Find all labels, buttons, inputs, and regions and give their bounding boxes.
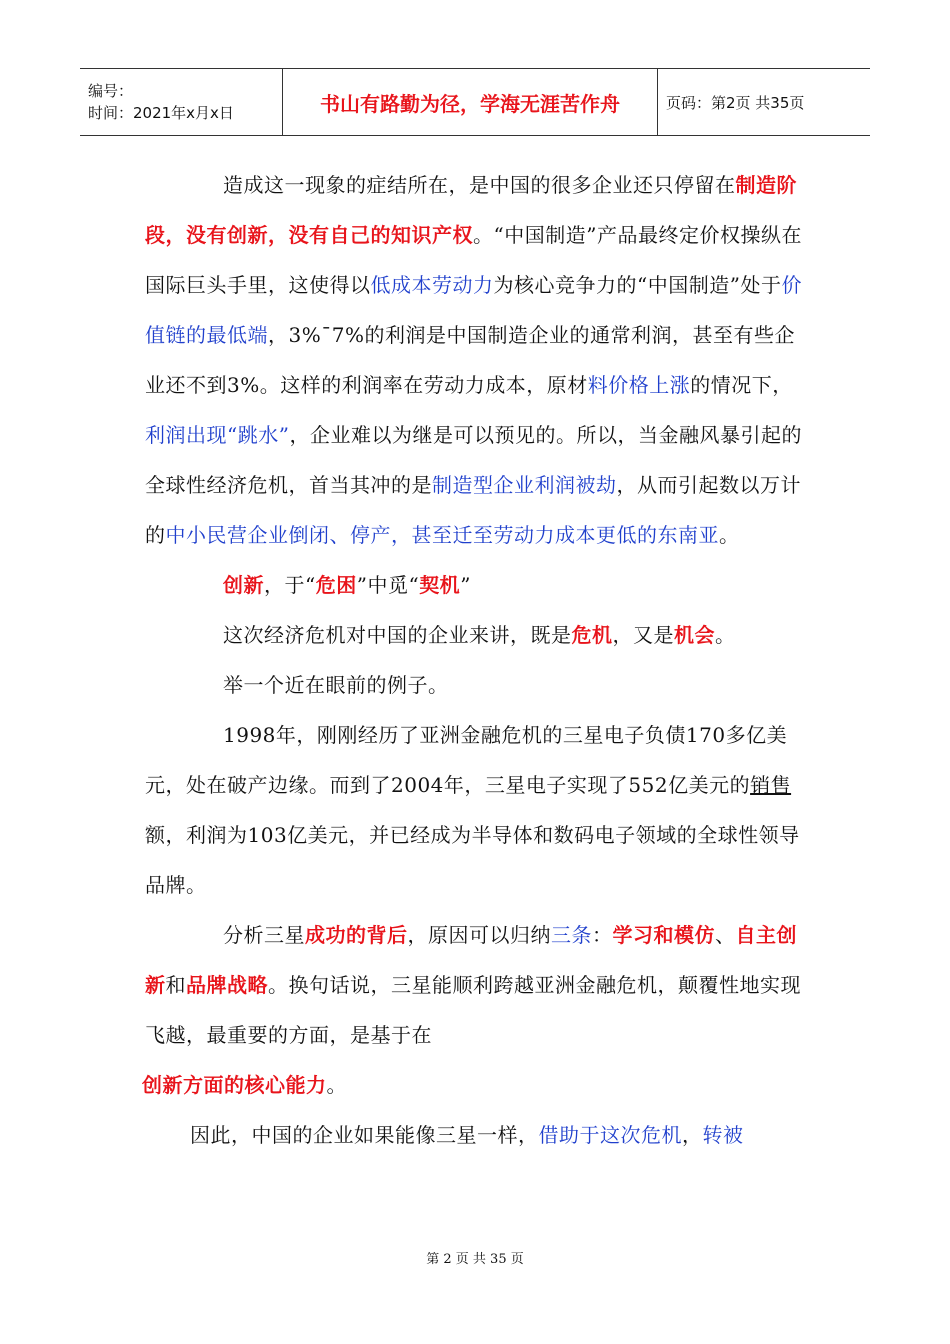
- paragraph: [145, 710, 813, 910]
- highlight-blue-text: 中小民营企业倒闭、停产，甚至迁至劳动力成本更低的东南亚: [165, 523, 719, 547]
- highlight-blue-text: 制造型企业利润被劫: [432, 473, 617, 497]
- text-segment: ，3%¯7%的利润是中国制造企业的通常利润，甚至有些企业还不到3%。这样的利润率在劳动力成本，原材: [145, 323, 795, 397]
- highlight-red-text: 契机: [419, 573, 461, 597]
- text-segment: 的情况下，: [690, 373, 793, 397]
- text-segment: 举一个近在眼前的例子。: [223, 673, 449, 697]
- highlight-red-text: 学习和模仿: [612, 923, 715, 947]
- text-segment: ”中觅“: [356, 573, 420, 597]
- highlight-red-text: 成功的背后: [305, 923, 408, 947]
- text-segment: 和: [165, 973, 186, 997]
- highlight-red-text: 危机: [571, 623, 613, 647]
- text-segment: 因此，中国的企业如果能像三星一样，: [190, 1123, 539, 1147]
- header-meta: [80, 69, 283, 135]
- highlight-blue-text: 转被: [702, 1123, 744, 1147]
- paragraph: [142, 1060, 813, 1110]
- text-segment: ，从而引起数以万计的: [145, 473, 801, 547]
- text-segment: 1998年，刚刚经历了亚洲金融危机的三星电子负债170多亿美元，处在破产边缘。而到了2004年，三星电子实现了552亿美元的: [145, 723, 788, 797]
- page-header: [80, 68, 870, 136]
- text-segment: 、: [715, 923, 736, 947]
- text-segment: ，又是: [612, 623, 674, 647]
- page-footer: 第 2 页 共 35 页: [426, 1252, 524, 1267]
- header-motto: 书山有路勤为径，学海无涯苦作舟: [283, 69, 658, 135]
- text-segment: 。换句话说，三星能顺利跨越亚洲金融危机，颠覆性地实现飞越，最重要的方面，是基于在: [145, 973, 801, 1047]
- text-segment: 。: [715, 623, 736, 647]
- paragraph: [145, 660, 813, 710]
- highlight-blue-text: 借助于这次危机: [538, 1123, 682, 1147]
- text-segment: 这次经济危机对中国的企业来讲，既是: [223, 623, 572, 647]
- highlight-red-text: 危困: [315, 573, 357, 597]
- text-segment: 。: [719, 523, 740, 547]
- highlight-blue-text: 料价格上涨: [587, 373, 691, 397]
- text-segment: ，企业难以为继是可以预见的。所以，当金融风暴引起的全球性经济危机，首当其冲的是: [145, 423, 802, 497]
- highlight-red-text: 创新: [223, 573, 264, 597]
- paragraph: [145, 160, 813, 560]
- highlight-blue-text: 低成本劳动力: [370, 273, 494, 297]
- text-segment: 分析三星: [223, 923, 305, 947]
- highlight-blue-text: 利润出现“跳水”: [145, 423, 290, 447]
- paragraph: [145, 1110, 813, 1160]
- highlight-red-text: 机会: [674, 623, 715, 647]
- text-segment: 造成这一现象的症结所在，是中国的很多企业还只停留在: [223, 173, 736, 197]
- document-number-label: 编号：: [88, 82, 134, 100]
- highlight-red-text: 自主创新: [145, 923, 797, 997]
- highlight-red-text: 制造阶段，没有创新，没有自己的知识产权: [145, 173, 797, 247]
- text-segment: ：: [592, 923, 613, 947]
- highlight-red-text: 品牌战略: [186, 973, 268, 997]
- text-segment: ，: [682, 1123, 703, 1147]
- highlight-red-text: 创新方面的核心能力: [142, 1073, 327, 1097]
- document-body: [142, 160, 813, 1160]
- text-segment: ”: [460, 573, 471, 597]
- text-segment: 为核心竞争力的“中国制造”处于: [493, 273, 782, 297]
- header-page-number: 页码：第2页 共35页: [666, 93, 805, 112]
- text-segment: ，于“: [264, 573, 316, 597]
- paragraph: [145, 610, 813, 660]
- text-segment: 额，利润为103亿美元，并已经成为半导体和数码电子领域的全球性领导品牌。: [145, 823, 800, 897]
- highlight-blue-text: 三条: [551, 923, 592, 947]
- text-segment: 。: [326, 1073, 347, 1097]
- highlight-blue-text: 价值链的最低端: [145, 273, 802, 347]
- paragraph: [145, 910, 813, 1060]
- text-segment: 。“中国制造”产品最终定价权操纵在国际巨头手里，这使得以: [145, 223, 802, 297]
- text-segment: ，原因可以归纳: [407, 923, 551, 947]
- paragraph: [145, 560, 813, 610]
- document-time-label: 时间：2021年x月x日: [88, 104, 234, 122]
- underlined-text: 销售: [750, 773, 792, 797]
